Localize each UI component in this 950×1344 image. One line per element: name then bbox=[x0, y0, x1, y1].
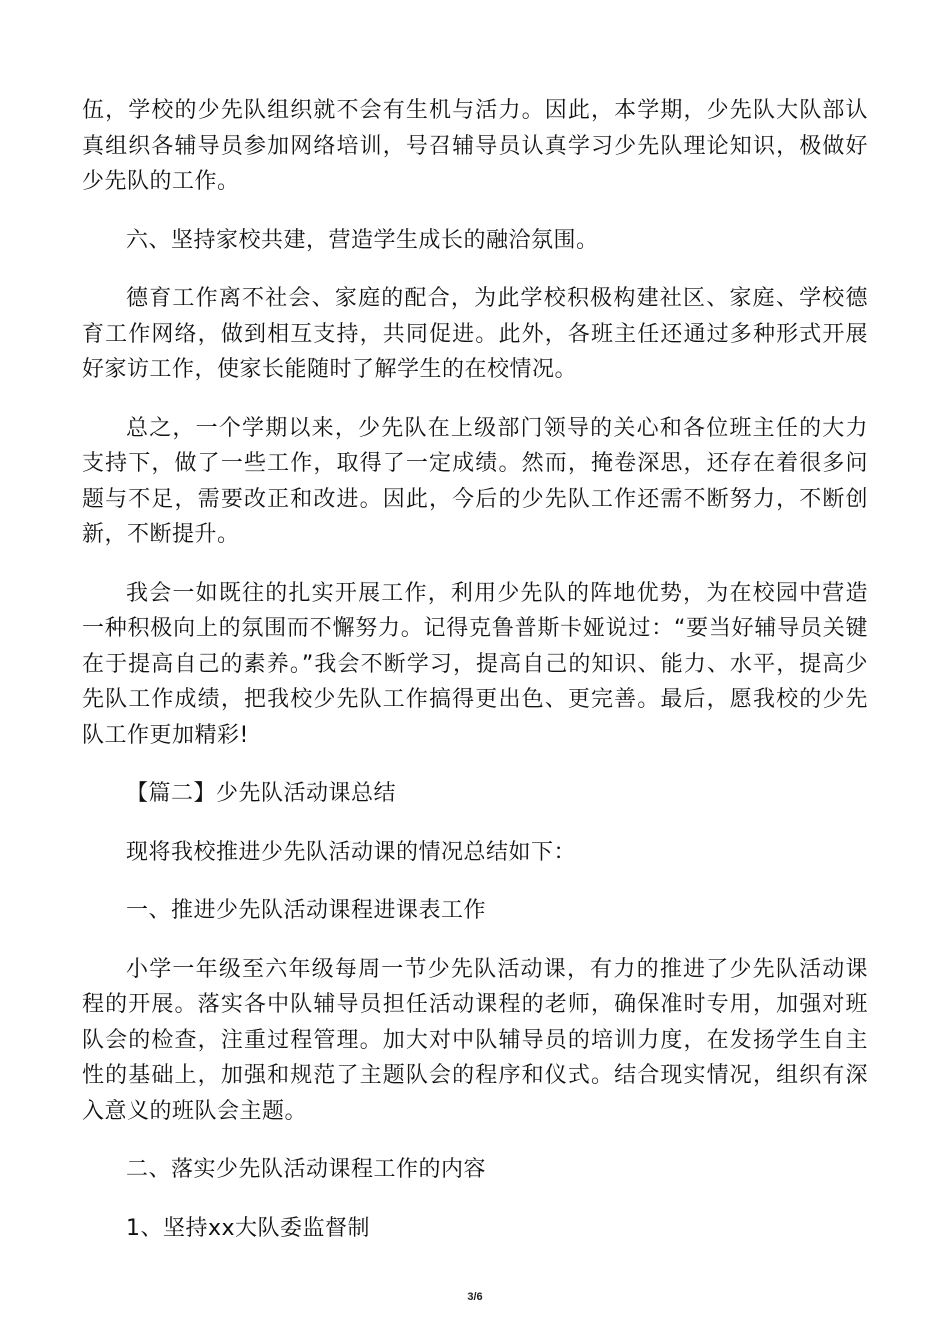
section-heading-two: 二、落实少先队活动课程工作的内容 bbox=[126, 1157, 487, 1182]
section-heading-six: 六、坚持家校共建，营造学生成长的融洽氛围。 bbox=[126, 227, 599, 253]
paragraph-intro: 现将我校推进少先队活动课的情况总结如下： bbox=[126, 839, 577, 865]
paragraph-activity-courses: 小学一年级至六年级每周一节少先队活动课，有力的推进了少先队活动课程的开展。落实各中队辅导员担任活动课程的老师，确保准时专用，加强对班队会的检查，注重过程管理。加大对中队辅导员的培训力度，在发扬学生自主性的基础上，加强和规范了主题队会的程序和仪式。结合现实情况，组织有深入意义的班队会主题。 bbox=[82, 956, 868, 1124]
paragraph-commitment: 我会一如既往的扎实开展工作，利用少先队的阵地优势，为在校园中营造一种积极向上的氛围而不懈努力。记得克鲁普斯卡娅说过：“要当好辅导员关键在于提高自己的素养。”我会不断学习，提高自己的知识、能力、水平，提高少先队工作成绩，把我校少先队工作搞得更出色、更完善。最后，愿我校的少先队工作更加精彩! bbox=[82, 580, 868, 748]
article-two-title: 【篇二】少先队活动课总结 bbox=[126, 781, 397, 806]
page-number: 3/6 bbox=[467, 1291, 483, 1303]
paragraph-moral-education: 德育工作离不社会、家庭的配合，为此学校积极构建社区、家庭、学校德育工作网络，做到相互支持，共同促进。此外，各班主任还通过多种形式开展好家访工作，使家长能随时了解学生的在校情况。 bbox=[82, 286, 868, 382]
document-body bbox=[82, 93, 868, 1246]
paragraph-summary: 总之，一个学期以来，少先队在上级部门领导的关心和各位班主任的大力支持下，做了一些工作，取得了一定成绩。然而，掩卷深思，还存在着很多问题与不足，需要改正和改进。因此，今后的少先队工作还需不断努力，不断创新，不断提升。 bbox=[82, 415, 868, 547]
section-heading-one: 一、推进少先队活动课程进课表工作 bbox=[126, 898, 487, 923]
paragraph-continuation: 伍，学校的少先队组织就不会有生机与活力。因此，本学期，少先队大队部认真组织各辅导员参加网络培训，号召辅导员认真学习少先队理论知识，极做好少先队的工作。 bbox=[82, 98, 868, 194]
subsection-heading-one: 1、坚持xx大队委监督制 bbox=[126, 1215, 371, 1241]
